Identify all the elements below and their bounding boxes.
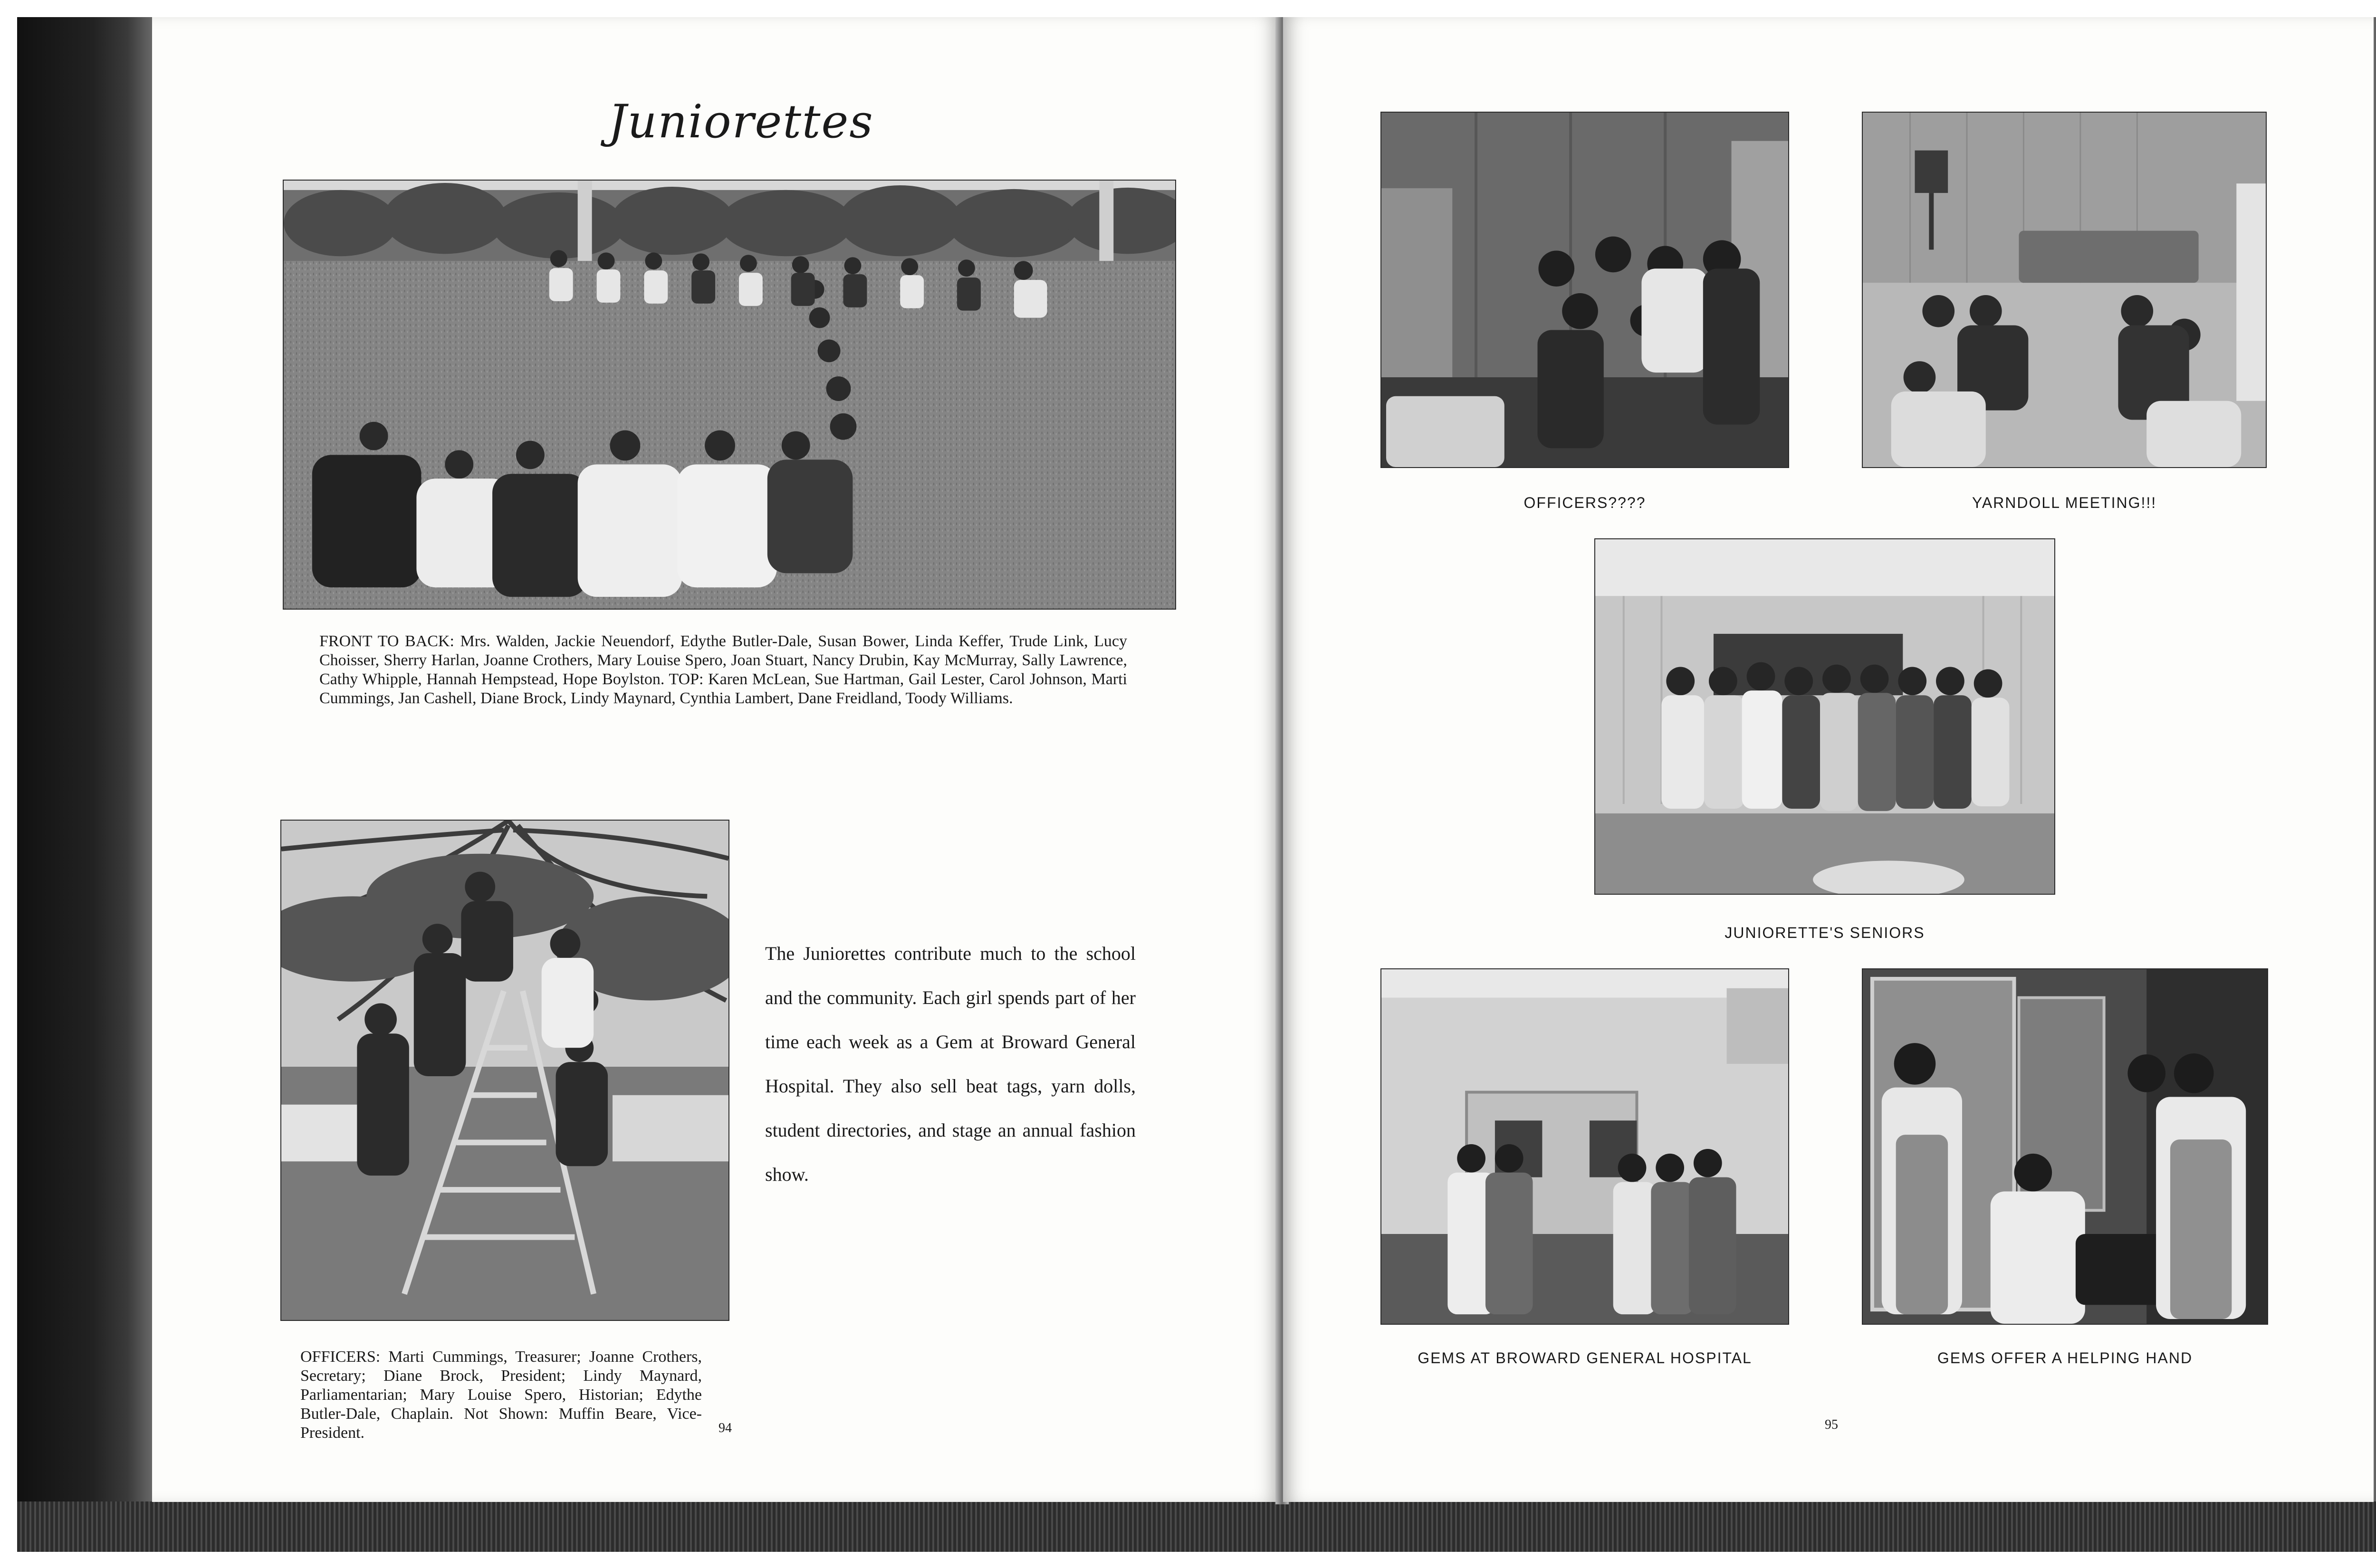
officers-question-caption: OFFICERS????	[1523, 494, 1646, 511]
club-description: The Juniorettes contribute much to the school and the community. Each girl spends part of her time each week as a Gem at Broward General Hospital. They also sell beat tags, yarn dolls, student directories, and stage an annual fashion show.	[765, 943, 1136, 1185]
yarndoll-meeting-caption: YARNDOLL MEETING!!!	[1972, 494, 2157, 511]
group-photo	[283, 180, 1176, 610]
yarndoll-meeting-photo	[1862, 112, 2267, 468]
book-page-stack	[17, 1501, 2376, 1552]
officers-ladder-photo	[280, 820, 729, 1321]
book-left-edge	[17, 17, 155, 1552]
page-title: Juniorettes	[608, 95, 874, 148]
group-photo-caption: FRONT TO BACK: Mrs. Walden, Jackie Neuendorf, Edythe Butler-Dale, Susan Bower, Linda Keffer, Trude Link, Lucy Choisser, Sherry Harlan, Joanne Crothers, Mary Louise Spero, Joan Stuart, Nancy Drubin, Kay McMurray, Sally Lawrence, Cathy Whipple, Hannah Hempstead, Hope Boylston. TOP: Karen McLean, Sue Hartman, Gail Lester, Carol Johnson, Marti Cummings, Jan Cashell, Diane Brock, Lindy Maynard, Cynthia Lambert, Dane Freidland, Toody Williams.	[319, 632, 1127, 707]
officers-question-photo	[1380, 112, 1789, 468]
page-number-left: 94	[719, 1421, 732, 1435]
page-number-right: 95	[1825, 1417, 1838, 1432]
juniorettes-seniors-photo	[1594, 538, 2055, 895]
juniorettes-seniors-caption: JUNIORETTE'S SENIORS	[1725, 924, 1925, 941]
gems-helping-caption: GEMS OFFER A HELPING HAND	[1937, 1349, 2193, 1367]
gems-helping-photo	[1862, 968, 2268, 1325]
gems-hospital-photo	[1380, 968, 1789, 1325]
officers-caption: OFFICERS: Marti Cummings, Treasurer; Joanne Crothers, Secretary; Diane Brock, President; Lindy Maynard, Parliamentarian; Mary Louise Spero, Historian; Edythe Butler-Dale, Chaplain. Not Shown: Muffin Beare, Vice-President.	[300, 1348, 702, 1442]
gems-hospital-caption: GEMS AT BROWARD GENERAL HOSPITAL	[1418, 1349, 1752, 1367]
